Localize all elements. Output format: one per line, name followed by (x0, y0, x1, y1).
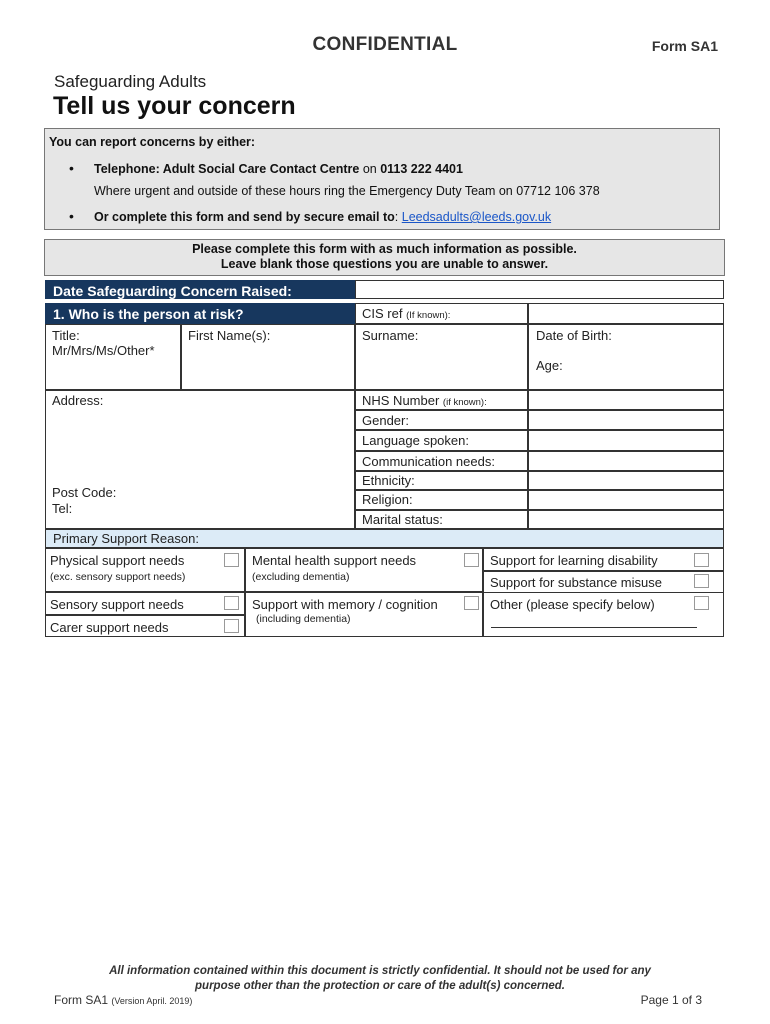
post-code-label: Post Code: (52, 485, 117, 500)
cis-ref-label: CIS ref (If known): (362, 306, 451, 321)
learning-disability-cell (483, 548, 724, 571)
sensory-support-cell (45, 592, 245, 615)
tel-label: Tel: (52, 501, 73, 516)
notice-line-1: Please complete this form with as much information as possible. (192, 242, 577, 256)
religion-label: Religion: (362, 492, 413, 507)
nhs-number-label-cell (355, 390, 528, 410)
mental-health-checkbox[interactable] (464, 553, 479, 567)
email-colon: : (394, 210, 399, 224)
nhs-number-label: NHS Number (if known): (362, 393, 487, 408)
learning-disability-checkbox[interactable] (694, 553, 709, 567)
section-1-heading: 1. Who is the person at risk? (45, 303, 355, 324)
learning-disability-label: Support for learning disability (490, 553, 658, 568)
telephone-on: on (362, 162, 377, 176)
date-raised-label: Date Safeguarding Concern Raised: (45, 280, 355, 299)
confidentiality-line-1: All information contained within this document is strictly confidential. It should not be used for any (109, 965, 651, 977)
footer-version: (Version April. 2019) (111, 996, 193, 1006)
ethnicity-label-cell (355, 471, 528, 490)
physical-support-cell (45, 548, 245, 592)
completion-notice (44, 239, 725, 276)
page-subtitle: Safeguarding Adults (54, 72, 207, 91)
form-code: Form SA1 (651, 38, 718, 54)
primary-support-label: Primary Support Reason: (53, 531, 199, 546)
contact-info-box (44, 128, 720, 230)
primary-support-heading (45, 529, 724, 548)
nhs-number-field[interactable] (528, 390, 724, 410)
communication-label-cell (355, 451, 528, 471)
other-specify-line[interactable] (491, 627, 697, 628)
carer-support-cell (45, 615, 245, 637)
mental-health-label: Mental health support needs (252, 553, 417, 568)
ethnicity-label: Ethnicity: (362, 473, 415, 488)
mental-health-note: (excluding dementia) (252, 571, 350, 583)
physical-support-label: Physical support needs (50, 553, 185, 568)
substance-misuse-cell (483, 571, 724, 593)
religion-label-cell (355, 490, 528, 510)
first-name-field[interactable] (181, 324, 355, 390)
substance-misuse-label: Support for substance misuse (490, 575, 662, 590)
gender-label: Gender: (362, 413, 409, 428)
address-field[interactable] (45, 390, 355, 529)
telephone-line (94, 162, 463, 176)
other-support-label: Other (please specify below) (490, 597, 655, 612)
confidential-heading: CONFIDENTIAL (312, 34, 458, 55)
surname-field[interactable] (355, 324, 528, 390)
confidentiality-line-2: purpose other than the protection or care of the adult(s) concerned. (195, 980, 565, 992)
memory-cognition-checkbox[interactable] (464, 596, 479, 610)
title-field[interactable] (45, 324, 181, 390)
marital-field[interactable] (528, 510, 724, 529)
marital-label: Marital status: (362, 512, 443, 527)
gender-label-cell (355, 410, 528, 430)
gender-field[interactable] (528, 410, 724, 430)
communication-label: Communication needs: (362, 454, 495, 469)
religion-field[interactable] (528, 490, 724, 510)
dob-label: Date of Birth: (536, 328, 612, 343)
other-support-cell (483, 592, 724, 637)
title-label: Title: (52, 328, 80, 343)
page-title: Tell us your concern (53, 92, 296, 120)
cis-ref-field[interactable] (528, 303, 724, 324)
email-line (94, 210, 551, 224)
info-lead: You can report concerns by either: (49, 135, 256, 149)
page-number: Page 1 of 3 (640, 993, 702, 1007)
telephone-label: Telephone: Adult Social Care Contact Centre (94, 162, 360, 176)
physical-support-checkbox[interactable] (224, 553, 239, 567)
bullet-icon: • (69, 208, 74, 224)
urgent-line: Where urgent and outside of these hours ring the Emergency Duty Team on 07712 106 378 (94, 184, 600, 198)
age-label: Age: (536, 358, 563, 373)
memory-cognition-note: (including dementia) (256, 613, 351, 625)
ethnicity-field[interactable] (528, 471, 724, 490)
other-support-checkbox[interactable] (694, 596, 709, 610)
carer-support-label: Carer support needs (50, 620, 169, 635)
confidentiality-note (60, 964, 700, 994)
date-raised-field[interactable] (355, 280, 724, 299)
cis-ref-label-cell (355, 303, 528, 324)
sensory-support-checkbox[interactable] (224, 596, 239, 610)
sensory-support-label: Sensory support needs (50, 597, 184, 612)
footer-form-code: Form SA1 (Version April. 2019) (54, 993, 193, 1007)
language-label: Language spoken: (362, 433, 469, 448)
memory-cognition-label: Support with memory / cognition (252, 597, 438, 612)
communication-field[interactable] (528, 451, 724, 471)
email-label: Or complete this form and send by secure email to (94, 210, 395, 224)
mental-health-cell (245, 548, 483, 592)
memory-cognition-cell (245, 592, 483, 637)
dob-age-field[interactable] (528, 324, 724, 390)
first-name-label: First Name(s): (188, 328, 271, 343)
title-options: Mr/Mrs/Ms/Other* (52, 343, 155, 358)
language-label-cell (355, 430, 528, 451)
carer-support-checkbox[interactable] (224, 619, 239, 633)
telephone-number: 0113 222 4401 (380, 162, 463, 176)
language-field[interactable] (528, 430, 724, 451)
marital-label-cell (355, 510, 528, 529)
surname-label: Surname: (362, 328, 419, 343)
address-label: Address: (52, 393, 104, 408)
substance-misuse-checkbox[interactable] (694, 574, 709, 588)
email-link[interactable]: Leedsadults@leeds.gov.uk (401, 210, 552, 224)
notice-line-2: Leave blank those questions you are unable to answer. (220, 257, 549, 271)
physical-support-note: (exc. sensory support needs) (50, 571, 186, 583)
bullet-icon: • (69, 160, 74, 176)
